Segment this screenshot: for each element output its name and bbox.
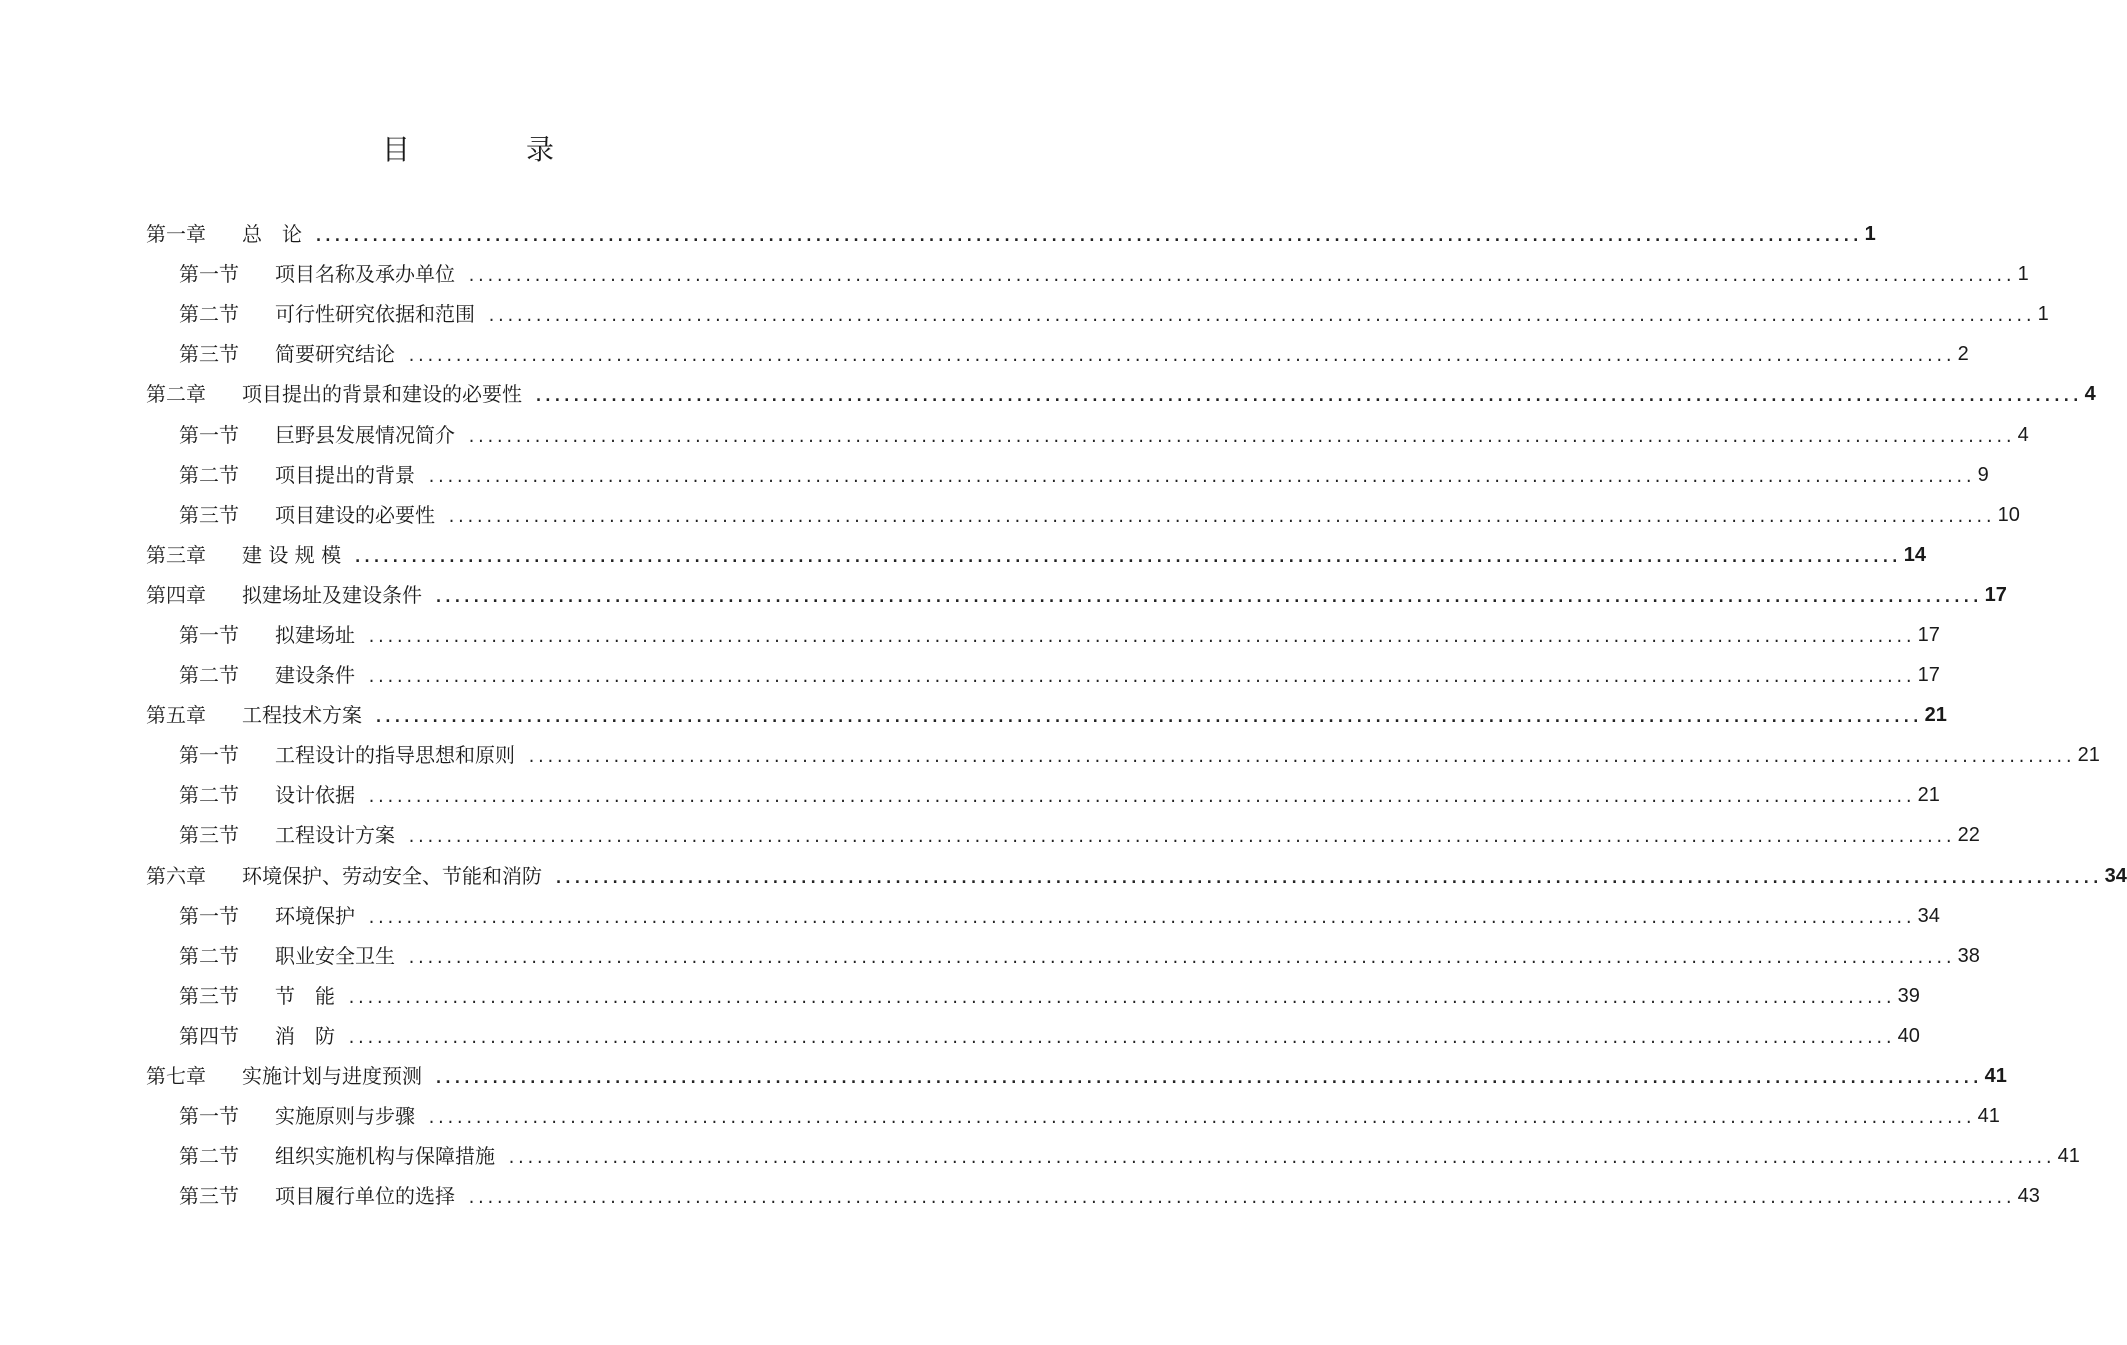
dot-leader: .................................................................................................................................................................... bbox=[367, 788, 1914, 807]
entry-number: 第七章 bbox=[146, 1064, 206, 1089]
entry-title: 项目名称及承办单位 bbox=[275, 262, 455, 287]
entry-page-number: 17 bbox=[1984, 583, 2007, 606]
toc-section-entry bbox=[0, 936, 1980, 976]
dot-leader: .................................................................................................................................................................... bbox=[407, 948, 1954, 967]
toc-section-entry bbox=[0, 495, 2020, 535]
entry-title: 工程设计的指导思想和原则 bbox=[275, 743, 515, 768]
dot-leader: .................................................................................................................................................................... bbox=[427, 1109, 1974, 1128]
entry-page-number: 21 bbox=[2077, 744, 2100, 767]
entry-title: 项目提出的背景和建设的必要性 bbox=[242, 382, 522, 407]
toc-chapter-entry bbox=[0, 695, 1947, 735]
entry-number: 第二节 bbox=[179, 302, 239, 327]
entry-number: 第六章 bbox=[146, 863, 206, 888]
entry-title: 项目提出的背景 bbox=[275, 462, 415, 487]
entry-number: 第四节 bbox=[179, 1023, 239, 1048]
toc-section-entry bbox=[0, 1176, 2040, 1216]
entry-page-number: 14 bbox=[1903, 543, 1926, 566]
entry-number: 第二节 bbox=[179, 462, 239, 487]
entry-title: 实施原则与步骤 bbox=[275, 1104, 415, 1129]
toc-section-entry bbox=[0, 655, 1940, 695]
dot-leader: .................................................................................................................................................................... bbox=[407, 828, 1954, 847]
dot-leader: .................................................................................................................................................................... bbox=[467, 1189, 2014, 1208]
toc-section-entry bbox=[0, 254, 2029, 294]
dot-leader: .................................................................................................................................................................... bbox=[434, 1069, 1981, 1088]
entry-number: 第三节 bbox=[179, 502, 239, 527]
dot-leader: .................................................................................................................................................................... bbox=[534, 387, 2081, 406]
entry-number: 第一节 bbox=[179, 262, 239, 287]
entry-page-number: 21 bbox=[1917, 784, 1940, 807]
entry-title: 职业安全卫生 bbox=[275, 943, 395, 968]
toc-section-entry bbox=[0, 775, 1940, 815]
dot-leader: .................................................................................................................................................................... bbox=[447, 507, 1994, 526]
entry-title: 拟建场址 bbox=[275, 622, 355, 647]
entry-title: 拟建场址及建设条件 bbox=[242, 582, 422, 607]
dot-leader: .................................................................................................................................................................... bbox=[427, 467, 1974, 486]
entry-page-number: 34 bbox=[2104, 864, 2127, 887]
toc-chapter-entry bbox=[0, 374, 2096, 414]
entry-title: 实施计划与进度预测 bbox=[242, 1064, 422, 1089]
entry-title: 消 防 bbox=[275, 1023, 335, 1048]
toc-section-entry bbox=[0, 1096, 2000, 1136]
entry-page-number: 39 bbox=[1897, 984, 1920, 1007]
entry-number: 第一节 bbox=[179, 622, 239, 647]
toc-chapter-entry bbox=[0, 856, 2127, 896]
entry-page-number: 43 bbox=[2017, 1185, 2040, 1208]
entry-number: 第一节 bbox=[179, 903, 239, 928]
entry-page-number: 1 bbox=[2037, 303, 2049, 326]
toc-section-entry bbox=[0, 615, 1940, 655]
entry-page-number: 40 bbox=[1897, 1024, 1920, 1047]
dot-leader: .................................................................................................................................................................... bbox=[347, 1028, 1894, 1047]
entry-page-number: 22 bbox=[1957, 824, 1980, 847]
toc-section-entry bbox=[0, 294, 2049, 334]
entry-number: 第三章 bbox=[146, 542, 206, 567]
entry-title: 环境保护 bbox=[275, 903, 355, 928]
toc-section-entry bbox=[0, 735, 2100, 775]
entry-page-number: 4 bbox=[2017, 423, 2029, 446]
entry-number: 第二节 bbox=[179, 783, 239, 808]
entry-page-number: 9 bbox=[1977, 463, 1989, 486]
toc-section-entry bbox=[0, 976, 1920, 1016]
entry-title: 工程设计方案 bbox=[275, 823, 395, 848]
dot-leader: .................................................................................................................................................................... bbox=[367, 908, 1914, 927]
dot-leader: .................................................................................................................................................................... bbox=[467, 427, 2014, 446]
entry-page-number: 4 bbox=[2084, 383, 2096, 406]
dot-leader: .................................................................................................................................................................... bbox=[407, 347, 1954, 366]
toc-section-entry bbox=[0, 455, 1989, 495]
entry-page-number: 34 bbox=[1917, 904, 1940, 927]
dot-leader: .................................................................................................................................................................... bbox=[467, 267, 2014, 286]
entry-page-number: 17 bbox=[1917, 664, 1940, 687]
dot-leader: .................................................................................................................................................................... bbox=[367, 668, 1914, 687]
entry-title: 总 论 bbox=[242, 222, 302, 247]
entry-number: 第四章 bbox=[146, 582, 206, 607]
entry-page-number: 21 bbox=[1924, 704, 1947, 727]
dot-leader: .................................................................................................................................................................... bbox=[507, 1149, 2054, 1168]
entry-page-number: 41 bbox=[1984, 1065, 2007, 1088]
toc-section-entry bbox=[0, 334, 1969, 374]
dot-leader: .................................................................................................................................................................... bbox=[374, 708, 1921, 727]
entry-number: 第三节 bbox=[179, 823, 239, 848]
entry-number: 第一节 bbox=[179, 1104, 239, 1129]
entry-number: 第一节 bbox=[179, 743, 239, 768]
toc-section-entry bbox=[0, 815, 1980, 855]
entry-title: 巨野县发展情况简介 bbox=[275, 422, 455, 447]
entry-number: 第一节 bbox=[179, 422, 239, 447]
dot-leader: .................................................................................................................................................................... bbox=[347, 988, 1894, 1007]
entry-title: 建设条件 bbox=[275, 663, 355, 688]
entry-page-number: 10 bbox=[1997, 503, 2020, 526]
toc-section-entry bbox=[0, 896, 1940, 936]
entry-number: 第二节 bbox=[179, 1144, 239, 1169]
table-of-contents bbox=[0, 214, 2127, 1216]
entry-number: 第三节 bbox=[179, 342, 239, 367]
entry-number: 第五章 bbox=[146, 703, 206, 728]
entry-number: 第二节 bbox=[179, 943, 239, 968]
toc-section-entry bbox=[0, 1016, 1920, 1056]
entry-page-number: 1 bbox=[1864, 223, 1876, 246]
entry-title: 工程技术方案 bbox=[242, 703, 362, 728]
entry-title: 组织实施机构与保障措施 bbox=[275, 1144, 495, 1169]
dot-leader: .................................................................................................................................................................... bbox=[554, 868, 2101, 887]
entry-number: 第三节 bbox=[179, 983, 239, 1008]
toc-section-entry bbox=[0, 414, 2029, 454]
entry-number: 第一章 bbox=[146, 222, 206, 247]
dot-leader: .................................................................................................................................................................... bbox=[367, 627, 1914, 646]
entry-title: 可行性研究依据和范围 bbox=[275, 302, 475, 327]
toc-section-entry bbox=[0, 1136, 2080, 1176]
entry-page-number: 1 bbox=[2017, 263, 2029, 286]
entry-number: 第二章 bbox=[146, 382, 206, 407]
toc-chapter-entry bbox=[0, 575, 2007, 615]
toc-chapter-entry bbox=[0, 214, 1876, 254]
dot-leader: .................................................................................................................................................................... bbox=[314, 227, 1861, 246]
entry-title: 项目建设的必要性 bbox=[275, 502, 435, 527]
dot-leader: .................................................................................................................................................................... bbox=[434, 587, 1981, 606]
entry-page-number: 2 bbox=[1957, 343, 1969, 366]
toc-chapter-entry bbox=[0, 1056, 2007, 1096]
toc-chapter-entry bbox=[0, 535, 1926, 575]
toc-title: 目 录 bbox=[381, 133, 598, 166]
entry-page-number: 17 bbox=[1917, 623, 1940, 646]
entry-title: 建 设 规 模 bbox=[242, 542, 342, 567]
entry-page-number: 38 bbox=[1957, 944, 1980, 967]
entry-title: 简要研究结论 bbox=[275, 342, 395, 367]
entry-number: 第三节 bbox=[179, 1184, 239, 1209]
entry-title: 节 能 bbox=[275, 983, 335, 1008]
entry-title: 设计依据 bbox=[275, 783, 355, 808]
dot-leader: .................................................................................................................................................................... bbox=[527, 748, 2074, 767]
entry-page-number: 41 bbox=[2057, 1145, 2080, 1168]
entry-title: 环境保护、劳动安全、节能和消防 bbox=[242, 863, 542, 888]
entry-number: 第二节 bbox=[179, 663, 239, 688]
entry-page-number: 41 bbox=[1977, 1105, 2000, 1128]
entry-title: 项目履行单位的选择 bbox=[275, 1184, 455, 1209]
dot-leader: .................................................................................................................................................................... bbox=[353, 547, 1900, 566]
dot-leader: .................................................................................................................................................................... bbox=[487, 307, 2034, 326]
